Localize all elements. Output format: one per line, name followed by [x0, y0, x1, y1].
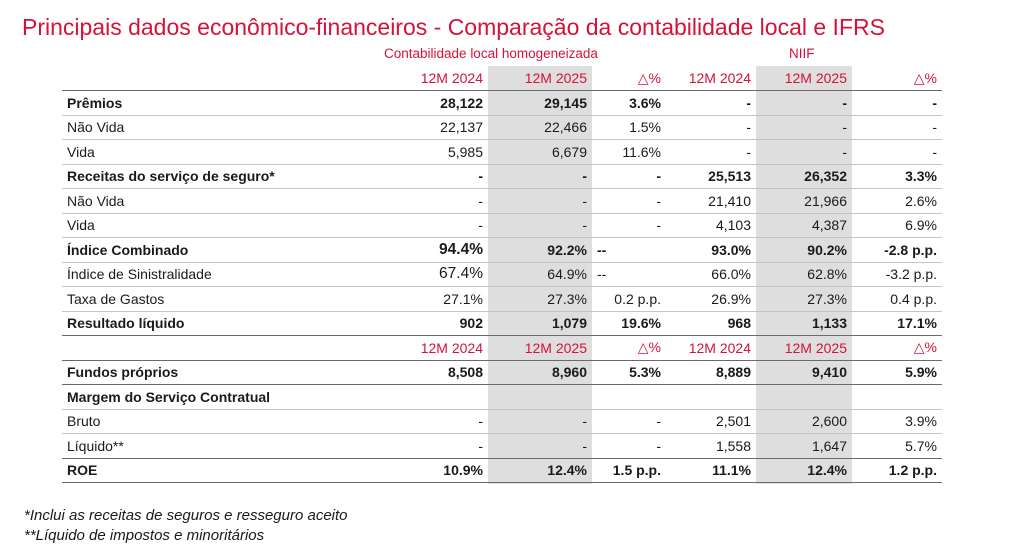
cell-value: -	[488, 409, 592, 434]
row-label: Taxa de Gastos	[62, 287, 388, 312]
table-row	[62, 360, 942, 385]
footnote: **Líquido de impostos e minoritários	[24, 527, 265, 544]
cell-value: 21,966	[756, 189, 852, 214]
page-title: Principais dados econômico-financeiros - Comparação da contabilidade local e IFRS	[22, 14, 885, 40]
row-label: Fundos próprios	[62, 360, 388, 385]
header-local-2025: 12M 2025	[488, 66, 592, 91]
cell-value: -	[666, 140, 756, 165]
header-label-cell	[62, 66, 388, 91]
row-label: Vida	[62, 140, 388, 165]
cell-value: 4,387	[756, 213, 852, 238]
row-label: Não Vida	[62, 115, 388, 140]
cell-value: 10.9%	[388, 458, 488, 483]
table-row	[62, 409, 942, 434]
cell-value: 11.6%	[592, 140, 666, 165]
row-label: Líquido**	[62, 434, 388, 459]
cell-value: 2,600	[756, 409, 852, 434]
cell-value: -3.2 p.p.	[852, 262, 942, 287]
header-label-cell	[62, 336, 388, 361]
table-row	[62, 434, 942, 459]
cell-value: 1,133	[756, 311, 852, 336]
cell-value: -	[388, 164, 488, 189]
cell-value: 94.4%	[388, 238, 488, 263]
cell-value: 22,137	[388, 115, 488, 140]
cell-value: 1.2 p.p.	[852, 458, 942, 483]
row-label: Índice Combinado	[62, 238, 388, 263]
cell-value: 90.2%	[756, 238, 852, 263]
cell-value: -	[852, 91, 942, 116]
cell-value: -	[592, 434, 666, 459]
cell-value: 12.4%	[756, 458, 852, 483]
cell-value: 11.1%	[666, 458, 756, 483]
cell-value: -	[666, 91, 756, 116]
cell-value: 62.8%	[756, 262, 852, 287]
cell-value: 26.9%	[666, 287, 756, 312]
cell-value: -	[756, 140, 852, 165]
cell-value: 5,985	[388, 140, 488, 165]
cell-value: --	[592, 262, 666, 287]
cell-value: 1.5%	[592, 115, 666, 140]
cell-value: 25,513	[666, 164, 756, 189]
table-row	[62, 91, 942, 116]
cell-value: -	[666, 115, 756, 140]
cell-value: 27.1%	[388, 287, 488, 312]
cell-value	[666, 385, 756, 410]
cell-value: 29,145	[488, 91, 592, 116]
footnotes	[24, 506, 348, 546]
header-niif-2025: 12M 2025	[756, 336, 852, 361]
row-label: Resultado líquido	[62, 311, 388, 336]
cell-value: 8,960	[488, 360, 592, 385]
cell-value: 17.1%	[852, 311, 942, 336]
cell-value	[488, 385, 592, 410]
cell-value: 2,501	[666, 409, 756, 434]
cell-value: 0.2 p.p.	[592, 287, 666, 312]
cell-value: -	[592, 189, 666, 214]
cell-value: 6.9%	[852, 213, 942, 238]
row-label: Vida	[62, 213, 388, 238]
footnote: *Inclui as receitas de seguros e resseguro aceito	[24, 507, 348, 524]
cell-value: 67.4%	[388, 262, 488, 287]
cell-value: -	[488, 164, 592, 189]
cell-value: 22,466	[488, 115, 592, 140]
cell-value: 64.9%	[488, 262, 592, 287]
cell-value: -2.8 p.p.	[852, 238, 942, 263]
group-label-niif: NIIF	[789, 46, 815, 61]
cell-value: -	[756, 115, 852, 140]
cell-value: 902	[388, 311, 488, 336]
table-row	[62, 238, 942, 263]
cell-value: 19.6%	[592, 311, 666, 336]
cell-value: 5.7%	[852, 434, 942, 459]
cell-value: 5.9%	[852, 360, 942, 385]
cell-value	[388, 385, 488, 410]
cell-value: 968	[666, 311, 756, 336]
cell-value: 28,122	[388, 91, 488, 116]
table-row	[62, 164, 942, 189]
table-row	[62, 262, 942, 287]
cell-value: -	[388, 434, 488, 459]
table-row	[62, 213, 942, 238]
cell-value: -	[488, 213, 592, 238]
cell-value: 27.3%	[488, 287, 592, 312]
cell-value: -	[388, 213, 488, 238]
cell-value: 3.9%	[852, 409, 942, 434]
cell-value: 8,508	[388, 360, 488, 385]
table-row	[62, 115, 942, 140]
row-label: Prêmios	[62, 91, 388, 116]
header-niif-2025: 12M 2025	[756, 66, 852, 91]
cell-value: 1.5 p.p.	[592, 458, 666, 483]
cell-value	[852, 385, 942, 410]
cell-value: 92.2%	[488, 238, 592, 263]
cell-value: 2.6%	[852, 189, 942, 214]
header-niif-delta: △%	[852, 336, 942, 361]
cell-value: 1,647	[756, 434, 852, 459]
header-niif-2024: 12M 2024	[666, 336, 756, 361]
cell-value: -	[756, 91, 852, 116]
row-label: Receitas do serviço de seguro*	[62, 164, 388, 189]
cell-value	[756, 385, 852, 410]
cell-value: -	[592, 164, 666, 189]
cell-value: -	[592, 213, 666, 238]
row-label: Margem do Serviço Contratual	[62, 385, 388, 410]
cell-value: -	[488, 189, 592, 214]
cell-value: 3.6%	[592, 91, 666, 116]
cell-value: 3.3%	[852, 164, 942, 189]
cell-value: 26,352	[756, 164, 852, 189]
cell-value: -	[592, 409, 666, 434]
cell-value: 1,558	[666, 434, 756, 459]
header-local-delta: △%	[592, 336, 666, 361]
group-label-local: Contabilidade local homogeneizada	[384, 46, 598, 61]
header-local-delta: △%	[592, 66, 666, 91]
cell-value: -	[388, 409, 488, 434]
financial-table	[62, 66, 942, 483]
cell-value: -	[852, 140, 942, 165]
table-row	[62, 140, 942, 165]
cell-value: 27.3%	[756, 287, 852, 312]
cell-value: 9,410	[756, 360, 852, 385]
cell-value: 1,079	[488, 311, 592, 336]
cell-value: 6,679	[488, 140, 592, 165]
cell-value: 5.3%	[592, 360, 666, 385]
cell-value: 12.4%	[488, 458, 592, 483]
row-label: Índice de Sinistralidade	[62, 262, 388, 287]
cell-value: 0.4 p.p.	[852, 287, 942, 312]
header-niif-2024: 12M 2024	[666, 66, 756, 91]
cell-value: 21,410	[666, 189, 756, 214]
cell-value: 8,889	[666, 360, 756, 385]
header-local-2025: 12M 2025	[488, 336, 592, 361]
table-row	[62, 385, 942, 410]
cell-value: 66.0%	[666, 262, 756, 287]
table-header-row	[62, 66, 942, 91]
cell-value: --	[592, 238, 666, 263]
table-row	[62, 189, 942, 214]
table-row	[62, 311, 942, 336]
cell-value: 93.0%	[666, 238, 756, 263]
cell-value: -	[388, 189, 488, 214]
cell-value: -	[488, 434, 592, 459]
header-local-2024: 12M 2024	[388, 66, 488, 91]
cell-value: -	[852, 115, 942, 140]
cell-value: 4,103	[666, 213, 756, 238]
table-row	[62, 287, 942, 312]
row-label: Não Vida	[62, 189, 388, 214]
row-label: ROE	[62, 458, 388, 483]
table-row	[62, 458, 942, 483]
cell-value	[592, 385, 666, 410]
header-niif-delta: △%	[852, 66, 942, 91]
header-local-2024: 12M 2024	[388, 336, 488, 361]
table-header-row-2	[62, 336, 942, 361]
row-label: Bruto	[62, 409, 388, 434]
